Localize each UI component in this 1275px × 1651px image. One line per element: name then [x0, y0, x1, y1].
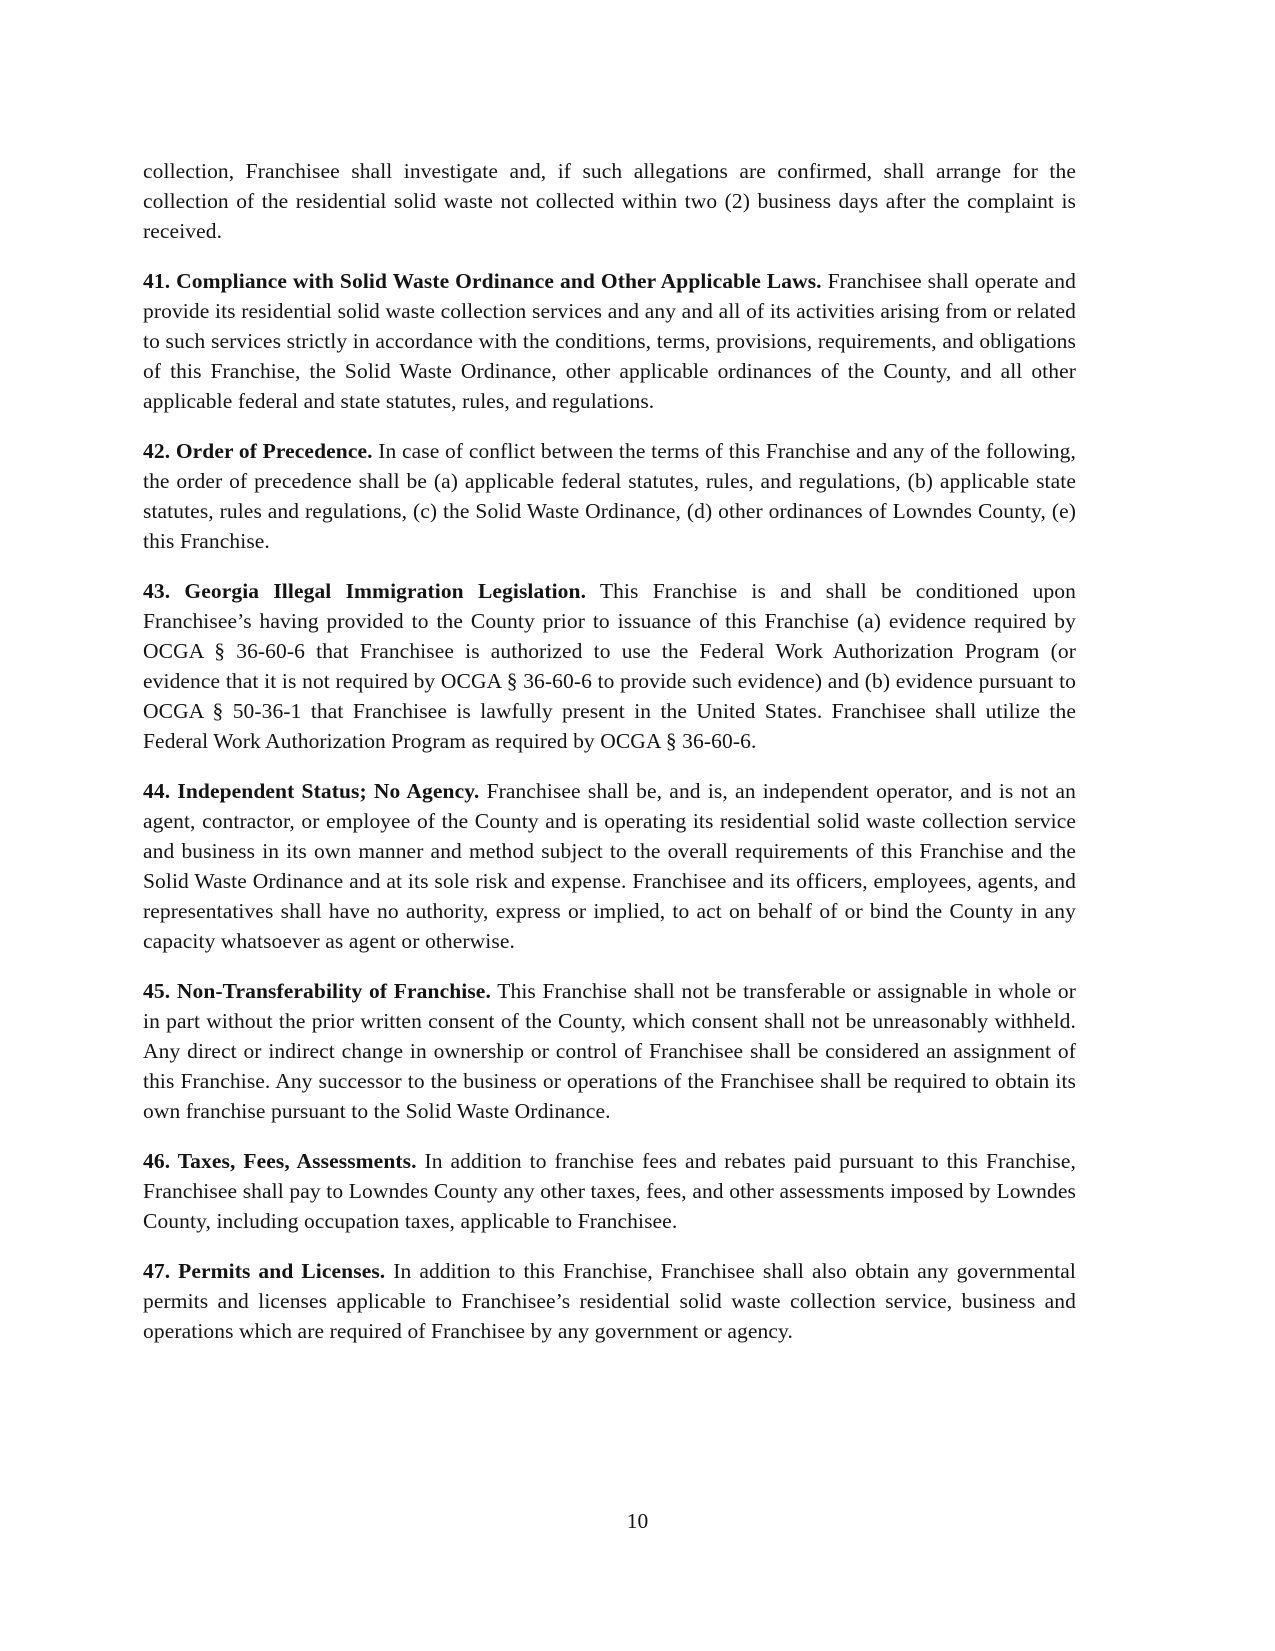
section-47-heading: 47. Permits and Licenses.	[143, 1259, 386, 1283]
section-42	[143, 436, 1076, 556]
section-46	[143, 1146, 1076, 1236]
section-43	[143, 576, 1076, 756]
section-42-text: In case of conflict between the terms of this Franchise and any of the following, the order of precedence shall be (a) applicable federal statutes, rules, and regulations, (b) applicable state statutes, rules and regulations, (c) the Solid Waste Ordinance, (d) other ordinances of Lowndes County, (e) this Franchise.	[143, 439, 1076, 553]
section-43-heading: 43. Georgia Illegal Immigration Legislation.	[143, 579, 587, 603]
section-47-text: In addition to this Franchise, Franchisee shall also obtain any governmental permits and licenses applicable to Franchisee’s residential solid waste collection service, business and operations which are required of Franchisee by any government or agency.	[143, 1259, 1076, 1343]
section-46-heading: 46. Taxes, Fees, Assessments.	[143, 1149, 417, 1173]
section-46-text: In addition to franchise fees and rebates paid pursuant to this Franchise, Franchisee shall pay to Lowndes County any other taxes, fees, and other assessments imposed by Lowndes County, including occupation taxes, applicable to Franchisee.	[143, 1149, 1076, 1233]
section-42-heading: 42. Order of Precedence.	[143, 439, 373, 463]
section-41-heading: 41. Compliance with Solid Waste Ordinance and Other Applicable Laws.	[143, 269, 822, 293]
paragraph-text: collection, Franchisee shall investigate and, if such allegations are confirmed, shall arrange for the collection of the residential solid waste not collected within two (2) business days after the complaint is received.	[143, 159, 1076, 243]
page-number: 10	[626, 1509, 649, 1533]
section-41	[143, 266, 1076, 416]
section-44-heading: 44. Independent Status; No Agency.	[143, 779, 480, 803]
section-44	[143, 776, 1076, 956]
section-45-text: This Franchise shall not be transferable or assignable in whole or in part without the prior written consent of the County, which consent shall not be unreasonably withheld. Any direct or indirect change in ownership or control of Franchisee shall be considered an assignment of this Franchise. Any successor to the business or operations of the Franchisee shall be required to obtain its own franchise pursuant to the Solid Waste Ordinance.	[143, 979, 1077, 1123]
section-45-heading: 45. Non-Transferability of Franchise.	[143, 979, 491, 1003]
document-body	[143, 156, 1076, 1366]
section-47	[143, 1256, 1076, 1346]
paragraph-continuation	[143, 156, 1076, 246]
section-45	[143, 976, 1076, 1126]
section-43-text: This Franchise is and shall be conditioned upon Franchisee’s having provided to the County prior to issuance of this Franchise (a) evidence required by OCGA § 36-60-6 that Franchisee is authorized to use the Federal Work Authorization Program (or evidence that it is not required by OCGA § 36-60-6 to provide such evidence) and (b) evidence pursuant to OCGA § 50-36-1 that Franchisee is lawfully present in the United States. Franchisee shall utilize the Federal Work Authorization Program as required by OCGA § 36-60-6.	[143, 579, 1076, 753]
section-41-text: Franchisee shall operate and provide its residential solid waste collection services and any and all of its activities arising from or related to such services strictly in accordance with the conditions, terms, provisions, requirements, and obligations of this Franchise, the Solid Waste Ordinance, other applicable ordinances of the County, and all other applicable federal and state statutes, rules, and regulations.	[143, 269, 1076, 413]
section-44-text: Franchisee shall be, and is, an independent operator, and is not an agent, contractor, or employee of the County and is operating its residential solid waste collection service and business in its own manner and method subject to the overall requirements of this Franchise and the Solid Waste Ordinance and at its sole risk and expense. Franchisee and its officers, employees, agents, and representatives shall have no authority, express or implied, to act on behalf of or bind the County in any capacity whatsoever as agent or otherwise.	[143, 779, 1076, 953]
